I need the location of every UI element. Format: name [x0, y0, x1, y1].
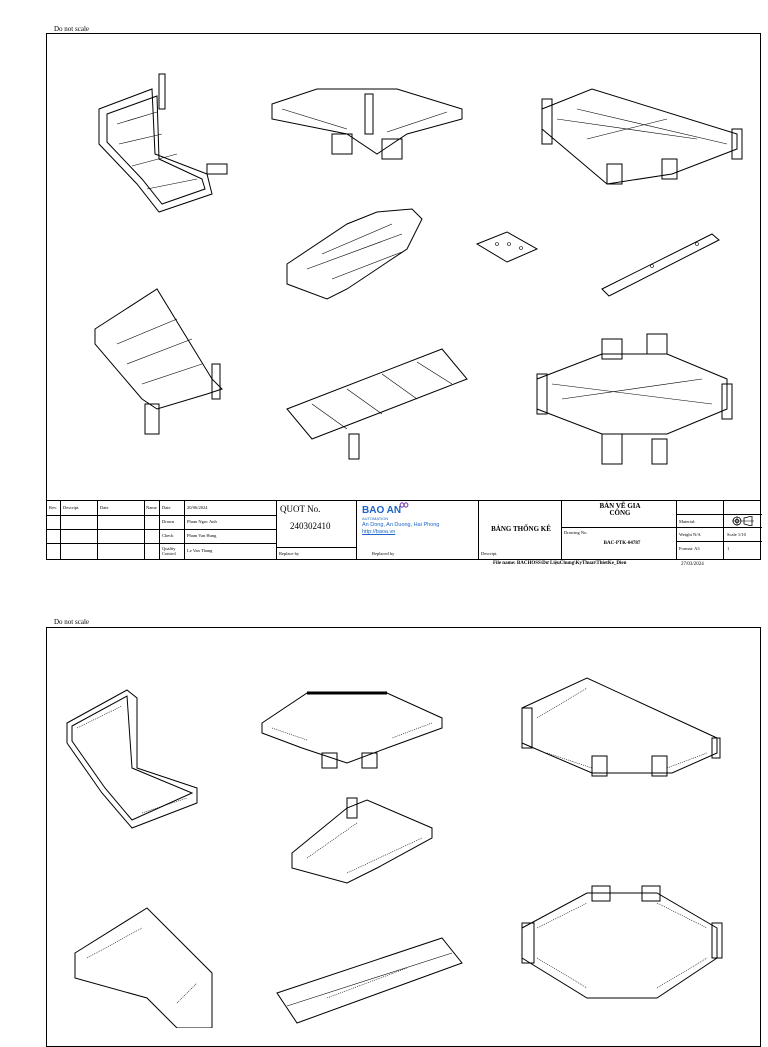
- horizontal-bend-ladder-drawing: [272, 89, 462, 159]
- drawing-sheet-1: [46, 33, 761, 560]
- do-not-scale-note: Do not scale: [54, 25, 89, 33]
- value-check: Pham Van Hung: [187, 533, 217, 538]
- vertical-bend-ladder-drawing: [99, 74, 227, 212]
- descript-label: Descript.: [481, 551, 498, 556]
- role-drawn: Drawn: [162, 519, 175, 524]
- sheet-number: 1: [727, 546, 730, 551]
- horizontal-bend-tray-drawing: [262, 693, 442, 768]
- date-header: Date: [100, 505, 109, 510]
- tee-tray-drawing: [522, 678, 720, 776]
- infinity-logo-icon: [399, 502, 409, 508]
- straight-ladder-drawing: [287, 349, 467, 459]
- replaced-by: Replaced by: [372, 551, 395, 556]
- quot-number: 240302410: [290, 521, 331, 531]
- company-address: An Dong, An Duong, Hai Phong: [362, 522, 440, 528]
- file-name: File name: BACHOSS\Dư LiệuChung\KyThuat\ThietKe_Dien: [493, 561, 627, 566]
- rung-drawing: [602, 234, 719, 296]
- material-label: Material:: [679, 519, 696, 524]
- format-label: Format: A3: [679, 546, 700, 551]
- cross-ladder-drawing: [537, 334, 732, 464]
- drawing-no-label: Drawing No.: [564, 530, 588, 535]
- value-qc: Le Van Thang: [187, 548, 213, 553]
- company-logo: BAO AN: [362, 505, 402, 516]
- quot-label: QUOT No.: [280, 504, 321, 514]
- role-qc: Quality Control: [162, 546, 176, 556]
- value-drawn: Pham Ngoc Anh: [187, 519, 217, 524]
- company-url[interactable]: http://baoa.vn: [362, 529, 396, 535]
- reducer-tray-drawing: [292, 798, 432, 883]
- vertical-inside-bend-drawing: [95, 289, 222, 434]
- do-not-scale-note-2: Do not scale: [54, 618, 89, 626]
- cross-tray-drawing: [522, 886, 722, 998]
- name-header: Name: [146, 505, 157, 510]
- vertical-bend-tray-drawing: [67, 690, 197, 828]
- weight-label: Weight N/A: [679, 532, 701, 537]
- splice-plate-drawing: [477, 232, 537, 262]
- projection-symbol-icon: [732, 516, 754, 526]
- reducer-ladder-drawing: [287, 209, 422, 299]
- replace-by: Replace by: [279, 551, 300, 556]
- descript-header: Descript.: [63, 505, 80, 510]
- table-title: BẢNG THỐNG KÊ: [491, 525, 551, 533]
- company-subtitle: AUTOMATION: [362, 516, 389, 521]
- drawing-number: BAC-PTK-04787: [603, 541, 641, 546]
- cable-tray-drawings: [47, 628, 760, 1028]
- ladder-tray-drawings: [47, 34, 760, 501]
- drawing-title: BẢN VẼ GIA CÔNG: [599, 502, 641, 517]
- role-date: Date: [162, 505, 171, 510]
- vertical-inside-bend-tray-drawing: [75, 908, 212, 1028]
- tee-ladder-drawing: [542, 89, 742, 184]
- rev-header: Rev.: [49, 505, 58, 510]
- value-date: 20/06/2024: [187, 505, 208, 510]
- drawing-sheet-2: [46, 627, 761, 1047]
- scale-label: Scale 1/10: [727, 532, 746, 537]
- straight-tray-drawing: [277, 938, 462, 1023]
- role-check: Check: [162, 533, 174, 538]
- file-date: 27/03/2024: [681, 562, 704, 567]
- title-block: [47, 500, 760, 559]
